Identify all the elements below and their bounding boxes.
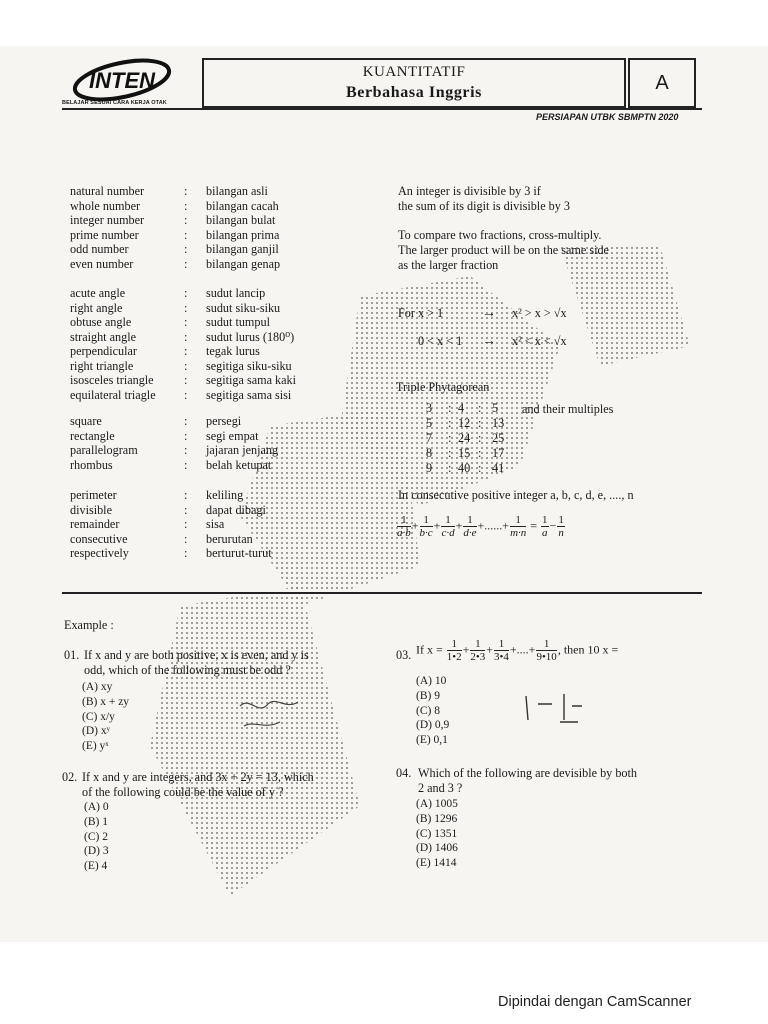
glossary-term: right angle (70, 300, 123, 315)
glossary-definition: sudut siku-siku (206, 300, 281, 315)
glossary-definition: bilangan genap (206, 256, 281, 271)
glossary-term: acute angle (70, 286, 126, 300)
q01-option: (B) x + zy (82, 695, 130, 708)
glossary-term: consecutive (70, 531, 128, 546)
glossary-row (70, 286, 370, 301)
glossary-colon: : (184, 373, 188, 387)
pyth-a: 9 (426, 461, 433, 475)
glossary-definition: sudut lurus (180⁰) (206, 329, 295, 344)
glossary-term: even number (70, 256, 134, 271)
glossary-term: perpendicular (70, 344, 137, 358)
glossary-definition: segitiga siku-siku (206, 358, 292, 373)
logo-tagline: BELAJAR SESUAI CARA KERJA OTAK (62, 100, 167, 106)
glossary-definition: segi empat (206, 428, 259, 443)
q01-line1: If x and y are both positive, x is even, and y is (84, 648, 309, 662)
pyth-c: 13 (492, 416, 505, 430)
glossary-term: odd number (70, 242, 129, 256)
q03-option: (B) 9 (416, 689, 440, 702)
glossary-row (70, 388, 370, 403)
q01-option: (A) xy (82, 681, 113, 693)
tip-compare-line1: To compare two fractions, cross-multiply. (398, 228, 602, 242)
glossary-term: perimeter (70, 488, 117, 502)
glossary-definition: bilangan cacah (206, 198, 279, 213)
tip-divisible-3-line1: An integer is divisible by 3 if (398, 184, 541, 198)
q02-line1: If x and y are integers, and 3x + 2y = 13, which (82, 770, 314, 784)
q02-option: (D) 3 (84, 845, 109, 858)
pyth-b: 15 (458, 446, 471, 460)
q04-option: (A) 1005 (416, 798, 458, 810)
glossary-colon: : (184, 213, 188, 227)
pyth-colon: : (448, 401, 452, 415)
glossary-row (70, 213, 370, 228)
title-line2: Berbahasa Inggris (346, 84, 482, 101)
glossary-term: rectangle (70, 428, 115, 443)
glossary-term: equilateral triagle (70, 387, 156, 402)
q03-formula: If x = $\frac{1}{1•2}$ + $\frac{1}{2•3}$ + $\frac{1}{3•4}$ +....+ $\frac{1}{9•10}$ , then 10 x = (416, 638, 619, 663)
glossary-term: divisible (70, 502, 112, 517)
q03-option: (E) 0,1 (416, 734, 448, 747)
q02-number: 02. (62, 770, 78, 784)
q04-option: (C) 1351 (416, 827, 458, 840)
glossary-term: obtuse angle (70, 315, 132, 329)
glossary-term: prime number (70, 227, 139, 242)
glossary-row (70, 301, 370, 316)
glossary-row (70, 199, 370, 214)
glossary-definition: keliling (206, 488, 244, 502)
glossary-definition: segitiga sama kaki (206, 373, 297, 387)
q02-option: (B) 1 (84, 815, 108, 828)
q01-line2: odd, which of the following must be odd ? (84, 663, 291, 677)
glossary-colon: : (184, 428, 188, 443)
glossary-row (70, 443, 370, 458)
glossary-term: rhombus (70, 457, 113, 472)
glossary-row (70, 373, 370, 388)
pyth-colon: : (448, 461, 452, 475)
section-rule (62, 592, 702, 594)
glossary-term: natural number (70, 184, 145, 198)
arrow-icon: → (482, 306, 496, 321)
glossary-colon: : (184, 443, 188, 457)
glossary-row (70, 242, 370, 257)
ineq1-left: For x > 1 (398, 306, 444, 320)
glossary-row (70, 359, 370, 374)
pyth-title: Triple Phytagorean (396, 380, 490, 394)
q03-option: (D) 0,9 (416, 719, 450, 732)
glossary-colon: : (184, 502, 188, 517)
glossary-definition: bilangan bulat (206, 213, 276, 227)
glossary-definition: bilangan asli (206, 184, 268, 198)
pyth-c: 5 (492, 401, 499, 415)
subtitle: PERSIAPAN UTBK SBMPTN 2020 (536, 112, 679, 122)
title-box (202, 58, 626, 108)
q02-line2: of the following could be the value of y ? (82, 785, 284, 799)
version-badge: A (628, 58, 696, 108)
glossary-row (70, 488, 370, 503)
glossary-row (70, 184, 370, 199)
glossary-colon: : (184, 531, 188, 546)
arrow-icon: → (482, 334, 496, 349)
glossary-row (70, 532, 370, 547)
tip-divisible-3-line2: the sum of its digit is divisible by 3 (398, 199, 570, 213)
pyth-c: 17 (492, 446, 505, 460)
pyth-b: 24 (458, 431, 471, 445)
svg-text:INTEN: INTEN (89, 68, 155, 93)
glossary-colon: : (184, 300, 188, 315)
scanner-footer: Dipindai dengan CamScanner (498, 994, 692, 1010)
glossary-definition: segitiga sama sisi (206, 387, 292, 402)
glossary-row (70, 257, 370, 272)
glossary-term: straight angle (70, 329, 136, 344)
glossary-row (70, 414, 370, 429)
pyth-colon: : (448, 431, 452, 445)
glossary-term: isosceles triangle (70, 373, 154, 387)
pyth-colon: : (478, 401, 482, 415)
q01-number: 01. (64, 648, 80, 662)
pyth-b: 40 (458, 461, 471, 475)
glossary-definition: jajaran jenjang (206, 443, 279, 457)
glossary-term: whole number (70, 198, 141, 213)
glossary-colon: : (184, 387, 188, 402)
pyth-b: 4 (458, 401, 465, 415)
q03-number: 03. (396, 648, 412, 662)
q04-option: (E) 1414 (416, 857, 457, 870)
pyth-note: and their multiples (522, 402, 614, 416)
q02-option: (A) 0 (84, 801, 109, 813)
glossary-row (70, 429, 370, 444)
pyth-a: 3 (426, 401, 433, 415)
consecutive-text: In consecutive positive integer a, b, c, d, e, ...., n (398, 488, 634, 502)
glossary-colon: : (184, 546, 188, 560)
q02-option: (E) 4 (84, 860, 108, 873)
glossary-row (70, 546, 370, 561)
pyth-colon: : (478, 446, 482, 460)
glossary-colon: : (184, 315, 188, 329)
glossary-definition: berurutan (206, 531, 253, 546)
glossary-colon: : (184, 344, 188, 358)
glossary-definition: persegi (206, 414, 242, 428)
glossary-row (70, 330, 370, 345)
q03-option: (A) 10 (416, 675, 447, 687)
pyth-a: 8 (426, 446, 433, 460)
glossary-colon: : (184, 256, 188, 271)
glossary-colon: : (184, 227, 188, 242)
glossary-row (70, 228, 370, 243)
q04-number: 04. (396, 766, 412, 780)
glossary-definition: bilangan prima (206, 227, 280, 242)
glossary-term: right triangle (70, 358, 134, 373)
example-label: Example : (64, 618, 114, 632)
glossary-colon: : (184, 488, 188, 502)
tip-compare-line2: The larger product will be on the same side (398, 243, 609, 257)
consecutive-formula: $\frac{1}{a\cdot b}$ + $\frac{1}{b\cdot c}$ + $\frac{1}{c\cdot d}$ + $\frac{1}{d\cdot e}$ +......+ $\frac{1}{m\cdot n}$ = $\frac{1}{a}$ − $\frac{1}{n}$ (397, 514, 564, 539)
glossary-term: integer number (70, 213, 145, 227)
glossary-term: square (70, 414, 102, 428)
glossary-row (70, 315, 370, 330)
glossary-colon: : (184, 286, 188, 300)
glossary-term: parallelogram (70, 443, 138, 457)
glossary-colon: : (184, 457, 188, 472)
q03-option: (C) 8 (416, 704, 440, 717)
pyth-c: 41 (492, 461, 505, 475)
glossary-row (70, 344, 370, 359)
pyth-colon: : (448, 416, 452, 430)
pyth-colon: : (448, 446, 452, 460)
glossary-definition: belah ketupat (206, 457, 272, 472)
handwritten-scribble (520, 690, 600, 730)
pyth-colon: : (478, 461, 482, 475)
glossary-row (70, 458, 370, 473)
ineq2-right: x² < x < √x (512, 334, 567, 348)
pyth-c: 25 (492, 431, 505, 445)
title-line1: KUANTITATIF (362, 64, 466, 80)
q01-option: (E) yˣ (82, 740, 109, 753)
pyth-colon: : (478, 431, 482, 445)
pyth-a: 7 (426, 431, 433, 445)
glossary-definition: sudut lancip (206, 286, 266, 300)
glossary-definition: berturut-turut (206, 546, 272, 560)
glossary-row (70, 517, 370, 532)
ineq2-left: 0 < x < 1 (418, 334, 463, 348)
handwritten-scribble (236, 696, 306, 736)
glossary-colon: : (184, 198, 188, 213)
pyth-colon: : (478, 416, 482, 430)
q04-line1: Which of the following are devisible by both (418, 766, 637, 780)
inten-logo (70, 58, 180, 102)
glossary-colon: : (184, 184, 188, 198)
q04-option: (D) 1406 (416, 842, 458, 855)
ineq1-right: x² > x > √x (512, 306, 567, 320)
glossary-definition: bilangan ganjil (206, 242, 279, 256)
glossary-colon: : (184, 358, 188, 373)
glossary-definition: sudut tumpul (206, 315, 270, 329)
q04-line2: 2 and 3 ? (418, 781, 463, 795)
tip-compare-line3: as the larger fraction (398, 258, 499, 272)
glossary-row (70, 503, 370, 518)
q04-option: (B) 1296 (416, 812, 458, 825)
glossary-colon: : (184, 517, 188, 531)
pyth-a: 5 (426, 416, 433, 430)
glossary-term: respectively (70, 546, 129, 560)
glossary-definition: tegak lurus (206, 344, 260, 358)
glossary-colon: : (184, 329, 188, 344)
glossary-colon: : (184, 242, 188, 256)
glossary-term: remainder (70, 517, 120, 531)
glossary-definition: dapat dibagi (206, 502, 266, 517)
q01-option: (C) x/y (82, 710, 115, 723)
pyth-b: 12 (458, 416, 471, 430)
header-rule (62, 108, 702, 110)
glossary-definition: sisa (206, 517, 225, 531)
q01-option: (D) xʸ (82, 725, 111, 738)
glossary-colon: : (184, 414, 188, 428)
q02-option: (C) 2 (84, 830, 108, 843)
